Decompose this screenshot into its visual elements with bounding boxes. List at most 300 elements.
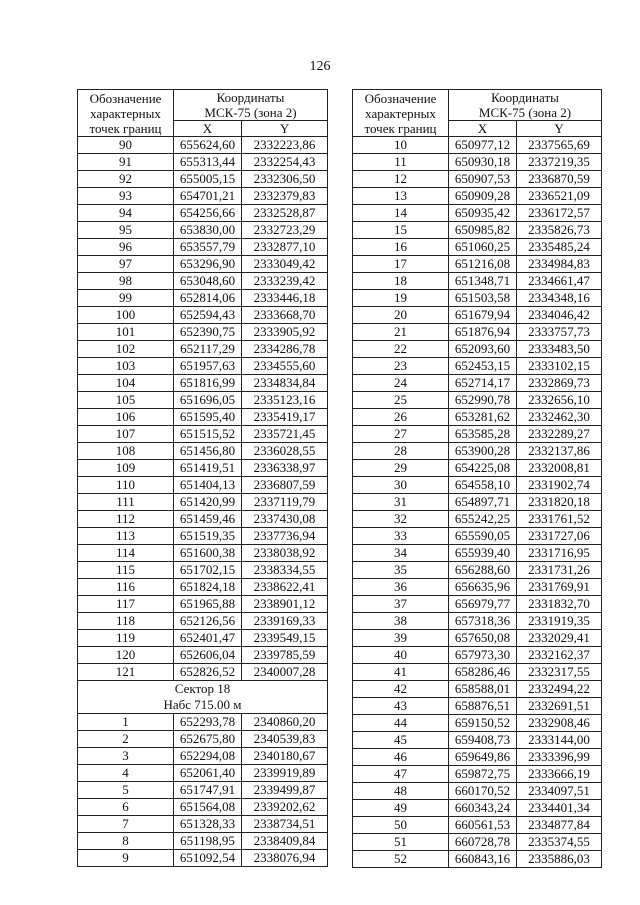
x-coordinate: 655590,05 (449, 528, 517, 545)
table-row (78, 273, 328, 290)
table-row (353, 477, 602, 494)
table-row (353, 256, 602, 273)
point-number: 8 (78, 833, 174, 850)
table-row (353, 562, 602, 579)
y-coordinate: 2338076,94 (242, 850, 328, 867)
table-row (353, 800, 602, 817)
table-row (353, 664, 602, 681)
y-coordinate: 2337119,79 (242, 494, 328, 511)
y-coordinate: 2336521,09 (517, 188, 602, 205)
point-number: 98 (78, 273, 174, 290)
point-number: 106 (78, 409, 174, 426)
x-coordinate: 652990,78 (449, 392, 517, 409)
coords-header: Координаты (449, 90, 602, 106)
point-number: 31 (353, 494, 449, 511)
point-number: 114 (78, 545, 174, 562)
y-coordinate: 2332029,41 (517, 630, 602, 647)
x-coordinate: 652714,17 (449, 375, 517, 392)
table-row (78, 256, 328, 273)
y-coordinate: 2335419,17 (242, 409, 328, 426)
y-coordinate: 2338622,41 (242, 579, 328, 596)
y-coordinate: 2337565,69 (517, 137, 602, 154)
table-row (78, 647, 328, 664)
x-header: X (449, 121, 517, 137)
table-row (78, 392, 328, 409)
point-number: 43 (353, 698, 449, 715)
table-row (353, 596, 602, 613)
y-coordinate: 2332877,10 (242, 239, 328, 256)
sector-title: Сектор 18 (174, 681, 231, 696)
x-coordinate: 651679,94 (449, 307, 517, 324)
table-row (353, 494, 602, 511)
table-row (78, 154, 328, 171)
y-coordinate: 2337736,94 (242, 528, 328, 545)
point-number: 9 (78, 850, 174, 867)
x-coordinate: 654225,08 (449, 460, 517, 477)
x-coordinate: 651503,58 (449, 290, 517, 307)
table-row (78, 358, 328, 375)
table-row (353, 647, 602, 664)
x-coordinate: 660170,52 (449, 783, 517, 800)
table-row (353, 511, 602, 528)
x-coordinate: 656635,96 (449, 579, 517, 596)
x-coordinate: 654897,71 (449, 494, 517, 511)
y-coordinate: 2333446,18 (242, 290, 328, 307)
y-coordinate: 2338038,92 (242, 545, 328, 562)
table-row (78, 409, 328, 426)
table-row (78, 765, 328, 782)
point-number: 35 (353, 562, 449, 579)
y-coordinate: 2337430,08 (242, 511, 328, 528)
point-number: 42 (353, 681, 449, 698)
table-row (78, 137, 328, 154)
point-number: 11 (353, 154, 449, 171)
x-coordinate: 653900,28 (449, 443, 517, 460)
x-coordinate: 651595,40 (174, 409, 242, 426)
x-coordinate: 652093,60 (449, 341, 517, 358)
y-coordinate: 2332223,86 (242, 137, 328, 154)
point-number: 26 (353, 409, 449, 426)
table-row (78, 290, 328, 307)
point-number: 18 (353, 273, 449, 290)
y-coordinate: 2332306,50 (242, 171, 328, 188)
x-coordinate: 655313,44 (174, 154, 242, 171)
x-coordinate: 652675,80 (174, 731, 242, 748)
x-coordinate: 660728,78 (449, 834, 517, 851)
x-coordinate: 659408,73 (449, 732, 517, 749)
table-row (353, 137, 602, 154)
point-number: 16 (353, 239, 449, 256)
y-coordinate: 2340180,67 (242, 748, 328, 765)
x-coordinate: 660561,53 (449, 817, 517, 834)
x-coordinate: 655624,60 (174, 137, 242, 154)
y-coordinate: 2331761,52 (517, 511, 602, 528)
table-row (78, 630, 328, 647)
table-row (353, 205, 602, 222)
sector-row (78, 681, 328, 714)
point-number: 51 (353, 834, 449, 851)
y-coordinate: 2335485,24 (517, 239, 602, 256)
y-coordinate: 2333668,70 (242, 307, 328, 324)
point-number: 45 (353, 732, 449, 749)
table-row (78, 562, 328, 579)
y-coordinate: 2334097,51 (517, 783, 602, 800)
x-coordinate: 652061,40 (174, 765, 242, 782)
point-number: 100 (78, 307, 174, 324)
table-row (353, 545, 602, 562)
table-row (78, 613, 328, 630)
table-row (353, 188, 602, 205)
y-coordinate: 2332494,22 (517, 681, 602, 698)
y-coordinate: 2331769,91 (517, 579, 602, 596)
x-coordinate: 659872,75 (449, 766, 517, 783)
x-coordinate: 651747,91 (174, 782, 242, 799)
table-row (78, 579, 328, 596)
point-number: 50 (353, 817, 449, 834)
point-number: 110 (78, 477, 174, 494)
table-row (353, 341, 602, 358)
y-coordinate: 2331731,26 (517, 562, 602, 579)
y-header: Y (517, 121, 602, 137)
x-coordinate: 651404,13 (174, 477, 242, 494)
x-coordinate: 650985,82 (449, 222, 517, 239)
y-coordinate: 2336172,57 (517, 205, 602, 222)
point-number: 91 (78, 154, 174, 171)
table-row (353, 783, 602, 800)
x-coordinate: 651564,08 (174, 799, 242, 816)
table-row (78, 443, 328, 460)
table-row (353, 443, 602, 460)
y-coordinate: 2331902,74 (517, 477, 602, 494)
table-row (78, 205, 328, 222)
point-number: 108 (78, 443, 174, 460)
table-row (353, 766, 602, 783)
point-number: 30 (353, 477, 449, 494)
x-coordinate: 651092,54 (174, 850, 242, 867)
point-number: 22 (353, 341, 449, 358)
y-coordinate: 2335123,16 (242, 392, 328, 409)
table-row (353, 749, 602, 766)
x-coordinate: 652814,06 (174, 290, 242, 307)
y-coordinate: 2331716,95 (517, 545, 602, 562)
x-coordinate: 660843,16 (449, 851, 517, 868)
point-number: 23 (353, 358, 449, 375)
point-number: 34 (353, 545, 449, 562)
y-coordinate: 2340539,83 (242, 731, 328, 748)
table-row (353, 222, 602, 239)
point-number: 21 (353, 324, 449, 341)
point-number: 15 (353, 222, 449, 239)
x-coordinate: 651519,35 (174, 528, 242, 545)
y-coordinate: 2331820,18 (517, 494, 602, 511)
point-number: 101 (78, 324, 174, 341)
table-row (78, 511, 328, 528)
point-number: 97 (78, 256, 174, 273)
table-row (353, 851, 602, 868)
table-row (78, 426, 328, 443)
x-coordinate: 652826,52 (174, 664, 242, 681)
x-coordinate: 653830,00 (174, 222, 242, 239)
table-row (78, 528, 328, 545)
table-row (78, 460, 328, 477)
y-coordinate: 2338734,51 (242, 816, 328, 833)
y-coordinate: 2339919,89 (242, 765, 328, 782)
point-number: 33 (353, 528, 449, 545)
table-row (78, 171, 328, 188)
y-coordinate: 2333239,42 (242, 273, 328, 290)
x-coordinate: 650909,28 (449, 188, 517, 205)
point-number: 38 (353, 613, 449, 630)
y-coordinate: 2336338,97 (242, 460, 328, 477)
point-number: 37 (353, 596, 449, 613)
y-coordinate: 2333905,92 (242, 324, 328, 341)
y-coordinate: 2334984,83 (517, 256, 602, 273)
x-coordinate: 652126,56 (174, 613, 242, 630)
x-coordinate: 658876,51 (449, 698, 517, 715)
x-coordinate: 651824,18 (174, 579, 242, 596)
point-number: 19 (353, 290, 449, 307)
y-coordinate: 2334046,42 (517, 307, 602, 324)
point-number: 120 (78, 647, 174, 664)
x-coordinate: 651965,88 (174, 596, 242, 613)
y-coordinate: 2339499,87 (242, 782, 328, 799)
x-coordinate: 651459,46 (174, 511, 242, 528)
point-number: 47 (353, 766, 449, 783)
y-coordinate: 2340860,20 (242, 714, 328, 731)
point-number: 109 (78, 460, 174, 477)
x-coordinate: 653585,28 (449, 426, 517, 443)
x-coordinate: 651876,94 (449, 324, 517, 341)
x-coordinate: 650907,53 (449, 171, 517, 188)
point-number: 112 (78, 511, 174, 528)
point-number: 107 (78, 426, 174, 443)
x-coordinate: 660343,24 (449, 800, 517, 817)
point-number: 3 (78, 748, 174, 765)
coords-system-header: МСК-75 (зона 2) (174, 105, 328, 121)
table-row (353, 817, 602, 834)
table-row (78, 545, 328, 562)
x-coordinate: 654558,10 (449, 477, 517, 494)
x-coordinate: 658286,46 (449, 664, 517, 681)
point-number: 10 (353, 137, 449, 154)
point-number: 104 (78, 375, 174, 392)
point-number: 92 (78, 171, 174, 188)
table-row (78, 375, 328, 392)
table-row (78, 341, 328, 358)
table-row (353, 630, 602, 647)
point-number: 27 (353, 426, 449, 443)
table-row (353, 307, 602, 324)
point-number: 2 (78, 731, 174, 748)
point-number: 32 (353, 511, 449, 528)
right-table-body (353, 137, 602, 868)
point-number: 1 (78, 714, 174, 731)
sector-height: Набс 715.00 м (163, 697, 242, 712)
y-coordinate: 2335826,73 (517, 222, 602, 239)
point-number: 111 (78, 494, 174, 511)
x-coordinate: 658588,01 (449, 681, 517, 698)
table-row (78, 714, 328, 731)
point-number: 48 (353, 783, 449, 800)
x-coordinate: 651600,38 (174, 545, 242, 562)
y-coordinate: 2335721,45 (242, 426, 328, 443)
table-row (353, 834, 602, 851)
point-number: 6 (78, 799, 174, 816)
x-coordinate: 651419,51 (174, 460, 242, 477)
table-row (353, 613, 602, 630)
point-number: 116 (78, 579, 174, 596)
x-coordinate: 653048,60 (174, 273, 242, 290)
y-coordinate: 2338409,84 (242, 833, 328, 850)
table-row (78, 816, 328, 833)
x-coordinate: 650935,42 (449, 205, 517, 222)
coords-header: Координаты (174, 90, 328, 106)
point-number: 44 (353, 715, 449, 732)
point-number: 90 (78, 137, 174, 154)
y-coordinate: 2334877,84 (517, 817, 602, 834)
point-number: 96 (78, 239, 174, 256)
point-number: 20 (353, 307, 449, 324)
y-coordinate: 2333144,00 (517, 732, 602, 749)
y-coordinate: 2333757,73 (517, 324, 602, 341)
point-number: 95 (78, 222, 174, 239)
y-coordinate: 2338901,12 (242, 596, 328, 613)
point-number: 40 (353, 647, 449, 664)
x-coordinate: 657318,36 (449, 613, 517, 630)
y-coordinate: 2333102,15 (517, 358, 602, 375)
y-coordinate: 2331919,35 (517, 613, 602, 630)
point-number: 119 (78, 630, 174, 647)
x-coordinate: 650930,18 (449, 154, 517, 171)
y-coordinate: 2339202,62 (242, 799, 328, 816)
y-coordinate: 2338334,55 (242, 562, 328, 579)
y-coordinate: 2336028,55 (242, 443, 328, 460)
sector-heading (78, 681, 328, 714)
y-coordinate: 2336870,59 (517, 171, 602, 188)
x-coordinate: 651216,08 (449, 256, 517, 273)
table-row (353, 460, 602, 477)
point-number: 117 (78, 596, 174, 613)
y-coordinate: 2339169,33 (242, 613, 328, 630)
y-header: Y (242, 121, 328, 137)
x-coordinate: 652453,15 (449, 358, 517, 375)
x-coordinate: 651456,80 (174, 443, 242, 460)
table-row (78, 596, 328, 613)
y-coordinate: 2332462,30 (517, 409, 602, 426)
x-coordinate: 655939,40 (449, 545, 517, 562)
table-row (78, 307, 328, 324)
table-row (78, 494, 328, 511)
y-coordinate: 2334661,47 (517, 273, 602, 290)
x-coordinate: 652294,08 (174, 748, 242, 765)
x-coordinate: 654256,66 (174, 205, 242, 222)
x-coordinate: 655005,15 (174, 171, 242, 188)
y-coordinate: 2335374,55 (517, 834, 602, 851)
table-row (78, 799, 328, 816)
table-row (353, 239, 602, 256)
y-coordinate: 2333396,99 (517, 749, 602, 766)
table-row (353, 732, 602, 749)
left-coordinates-table (77, 89, 328, 867)
y-coordinate: 2332162,37 (517, 647, 602, 664)
y-coordinate: 2334348,16 (517, 290, 602, 307)
y-coordinate: 2331832,70 (517, 596, 602, 613)
y-coordinate: 2334286,78 (242, 341, 328, 358)
y-coordinate: 2336807,59 (242, 477, 328, 494)
table-row (353, 290, 602, 307)
point-number: 4 (78, 765, 174, 782)
table-row (78, 782, 328, 799)
table-row (353, 324, 602, 341)
point-number: 13 (353, 188, 449, 205)
y-coordinate: 2333483,50 (517, 341, 602, 358)
y-coordinate: 2333666,19 (517, 766, 602, 783)
table-row (353, 579, 602, 596)
table-row (78, 731, 328, 748)
x-coordinate: 659649,86 (449, 749, 517, 766)
table-row (78, 748, 328, 765)
point-number: 121 (78, 664, 174, 681)
x-coordinate: 651702,15 (174, 562, 242, 579)
point-number: 29 (353, 460, 449, 477)
x-coordinate: 653557,79 (174, 239, 242, 256)
point-number: 49 (353, 800, 449, 817)
table-row (353, 681, 602, 698)
table-row (353, 358, 602, 375)
x-coordinate: 652293,78 (174, 714, 242, 731)
x-header: X (174, 121, 242, 137)
x-coordinate: 657650,08 (449, 630, 517, 647)
y-coordinate: 2334834,84 (242, 375, 328, 392)
y-coordinate: 2332656,10 (517, 392, 602, 409)
y-coordinate: 2340007,28 (242, 664, 328, 681)
point-number: 14 (353, 205, 449, 222)
x-coordinate: 651348,71 (449, 273, 517, 290)
x-coordinate: 655242,25 (449, 511, 517, 528)
point-number: 99 (78, 290, 174, 307)
point-number: 93 (78, 188, 174, 205)
y-coordinate: 2332137,86 (517, 443, 602, 460)
x-coordinate: 652117,29 (174, 341, 242, 358)
table-row (353, 154, 602, 171)
y-coordinate: 2332008,81 (517, 460, 602, 477)
point-number: 5 (78, 782, 174, 799)
point-number: 118 (78, 613, 174, 630)
x-coordinate: 651816,99 (174, 375, 242, 392)
x-coordinate: 653281,62 (449, 409, 517, 426)
table-row (78, 850, 328, 867)
y-coordinate: 2332528,87 (242, 205, 328, 222)
table-row (78, 477, 328, 494)
y-coordinate: 2339785,59 (242, 647, 328, 664)
y-coordinate: 2332379,83 (242, 188, 328, 205)
table-row (353, 273, 602, 290)
x-coordinate: 659150,52 (449, 715, 517, 732)
table-row (353, 171, 602, 188)
point-number: 115 (78, 562, 174, 579)
table-row (78, 833, 328, 850)
point-number: 103 (78, 358, 174, 375)
y-coordinate: 2332289,27 (517, 426, 602, 443)
table-row (353, 698, 602, 715)
table-row (78, 188, 328, 205)
x-coordinate: 651328,33 (174, 816, 242, 833)
table-row (78, 324, 328, 341)
x-coordinate: 652594,43 (174, 307, 242, 324)
table-row (78, 664, 328, 681)
point-number: 17 (353, 256, 449, 273)
y-coordinate: 2334555,60 (242, 358, 328, 375)
